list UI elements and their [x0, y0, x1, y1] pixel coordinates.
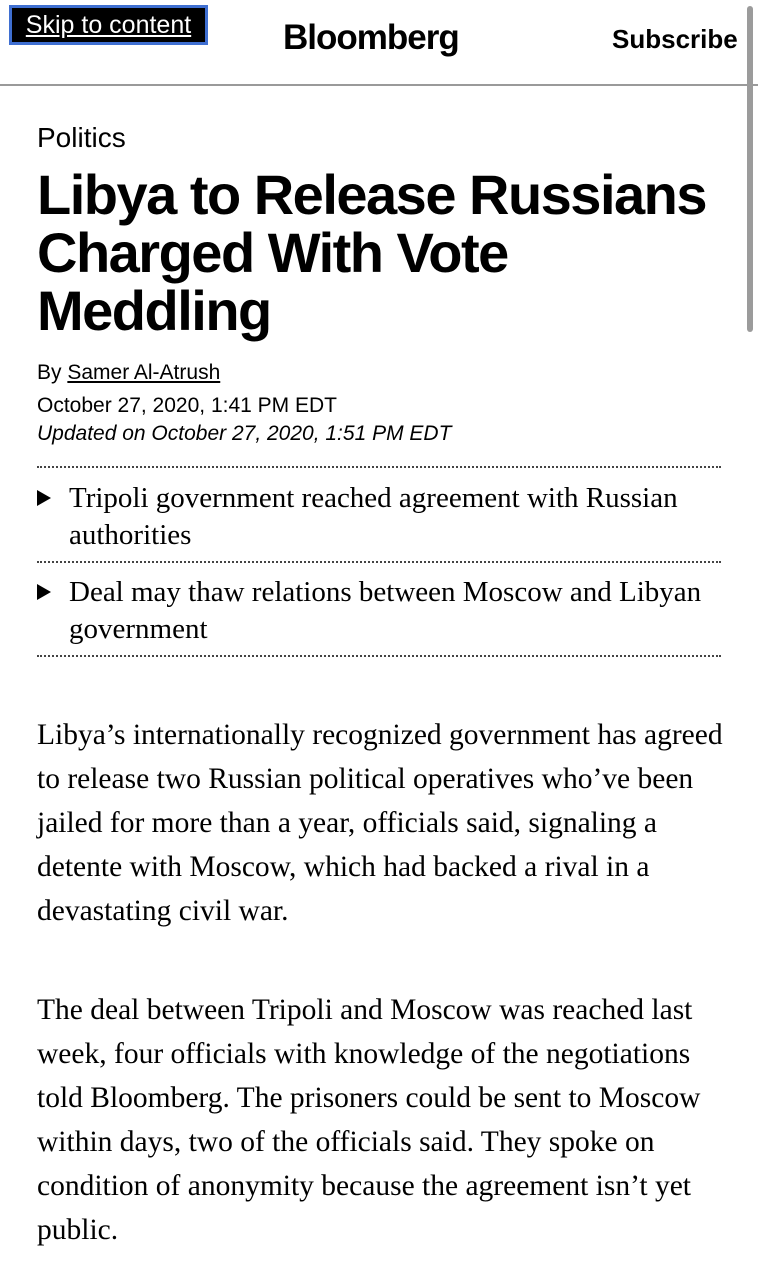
- article-category[interactable]: Politics: [37, 122, 126, 153]
- article-headline: Libya to Release Russians Charged With Vote Meddling: [37, 163, 707, 342]
- site-header: [0, 0, 758, 86]
- takeaway-text: Tripoli government reached agreement with Russian authorities: [69, 482, 678, 551]
- byline: [37, 359, 220, 387]
- author-link[interactable]: Samer Al-Atrush: [67, 361, 221, 384]
- published-date: October 27, 2020, 1:41 PM EDT: [37, 394, 337, 417]
- takeaways-divider: [37, 561, 721, 563]
- takeaway-text: Deal may thaw relations between Moscow and Libyan government: [69, 576, 702, 645]
- bloomberg-logo[interactable]: Bloomberg: [283, 18, 459, 57]
- updated-date: Updated on October 27, 2020, 1:51 PM EDT: [37, 422, 452, 445]
- takeaways-divider: [37, 655, 721, 657]
- article-paragraph: Libya’s internationally recognized government has agreed to release two Russian political operatives who’ve been jailed for more than a year, officials said, signaling a detente with Moscow, which had backed a rival in a devastating civil war.: [37, 719, 723, 927]
- skip-to-content-link[interactable]: Skip to content: [9, 5, 208, 45]
- article-paragraph: The deal between Tripoli and Moscow was reached last week, four officials with knowledge of the negotiations told Bloomberg. The prisoners could be sent to Moscow within days, two of the officials said. They spoke on condition of anonymity because the agreement isn’t yet public.: [37, 994, 701, 1246]
- byline-prefix: By: [37, 361, 62, 384]
- takeaways-divider: [37, 466, 721, 468]
- page-scrollbar[interactable]: [747, 6, 753, 332]
- subscribe-link[interactable]: Subscribe: [612, 24, 738, 54]
- play-triangle-icon: [37, 584, 51, 600]
- play-triangle-icon: [37, 490, 51, 506]
